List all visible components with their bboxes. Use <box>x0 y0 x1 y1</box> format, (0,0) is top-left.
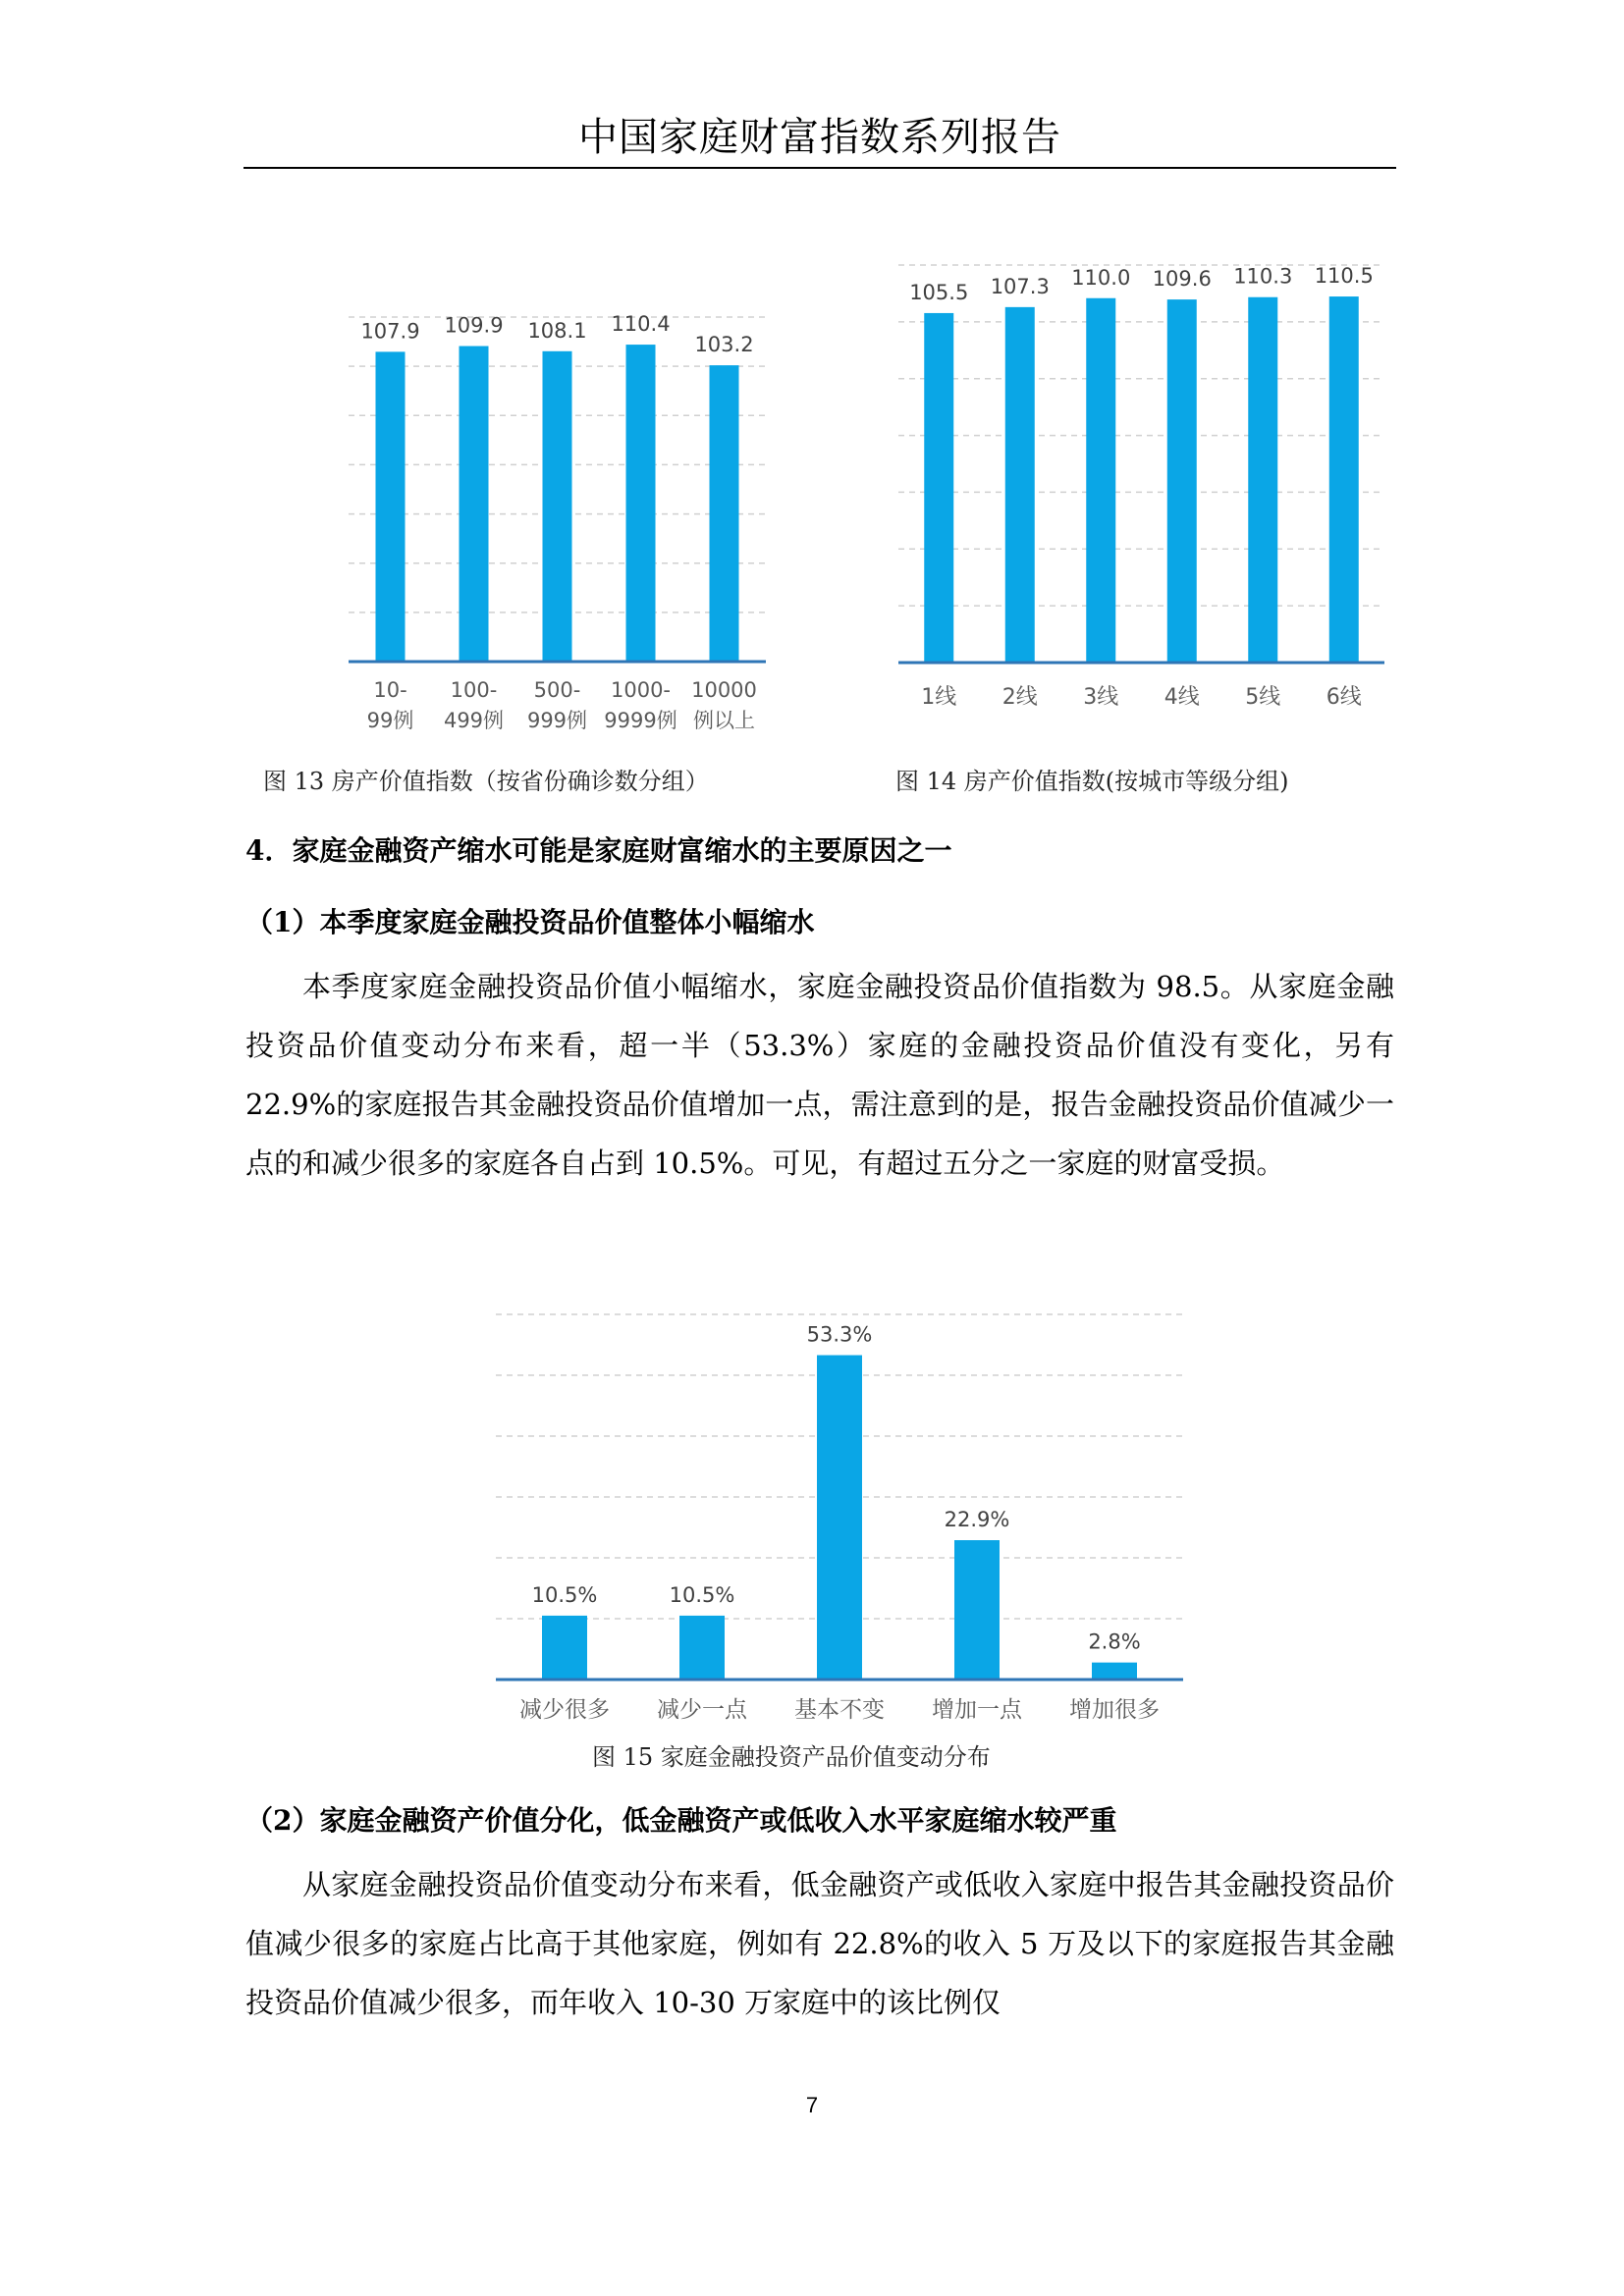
value-label: 110.3 <box>1233 264 1293 289</box>
paragraph-sub2: 从家庭金融投资品价值变动分布来看，低金融资产或低收入家庭中报告其金融投资品价值减少很多的家庭占比高于其他家庭，例如有 22.8%的收入 5 万及以下的家庭报告其金融投资品价值减少很多，而年收入 10-30 万家庭中的该比例仅 <box>245 1868 1394 2019</box>
value-label: 110.0 <box>1071 265 1131 290</box>
category-label: 5线 <box>1245 685 1281 710</box>
category-label: 1000- <box>610 678 672 702</box>
bar <box>1086 298 1115 663</box>
category-label: 99例 <box>366 709 414 732</box>
category-label: 499例 <box>443 709 505 732</box>
bar <box>542 1616 587 1680</box>
category-label: 减少一点 <box>657 1697 747 1723</box>
page-number: 7 <box>805 2093 819 2117</box>
category-label: 1线 <box>921 685 957 710</box>
value-label: 10.5% <box>531 1582 598 1607</box>
value-label: 22.9% <box>944 1508 1010 1532</box>
bar <box>1329 296 1359 663</box>
caption-fig13: 图 13 房产价值指数（按省份确诊数分组） <box>263 768 709 795</box>
bar <box>710 365 739 662</box>
category-label: 100- <box>450 678 498 702</box>
category-label: 增加一点 <box>932 1697 1022 1723</box>
bar <box>460 347 489 662</box>
value-label: 53.3% <box>806 1322 873 1347</box>
value-label: 109.9 <box>444 313 504 338</box>
value-label: 105.5 <box>909 280 969 304</box>
bar <box>954 1540 1000 1680</box>
value-label: 109.6 <box>1152 267 1212 292</box>
bar <box>1005 307 1035 663</box>
category-label: 例以上 <box>693 709 755 732</box>
section-heading-4: 4．家庭金融资产缩水可能是家庭财富缩水的主要原因之一 <box>245 834 952 867</box>
category-label: 2线 <box>1001 685 1038 710</box>
header-divider <box>244 167 1396 169</box>
category-label: 4线 <box>1164 685 1200 710</box>
bar <box>1167 299 1197 663</box>
category-label: 基本不变 <box>794 1697 885 1723</box>
value-label: 110.5 <box>1314 264 1374 289</box>
value-label: 107.9 <box>360 319 420 344</box>
category-label: 9999例 <box>604 709 677 732</box>
bar <box>1248 297 1277 663</box>
category-label: 增加很多 <box>1069 1697 1160 1723</box>
value-label: 103.2 <box>694 333 754 357</box>
paragraph-sub1: 本季度家庭金融投资品价值小幅缩水，家庭金融投资品价值指数为 98.5。从家庭金融投资品价值变动分布来看，超一半（53.3%）家庭的金融投资品价值没有变化，另有 22.9%的家庭报告其金融投资品价值增加一点，需注意到的是，报告金融投资品价值减少一点的和减少很多的家庭各自占到 10.5%。可见，有超过五分之一家庭的财富受损。 <box>245 970 1394 1180</box>
bar <box>376 351 406 662</box>
chart-fig15-bar <box>496 1310 1183 1733</box>
value-label: 10.5% <box>669 1582 735 1607</box>
subsection-heading-2: （2）家庭金融资产价值分化，低金融资产或低收入水平家庭缩水较严重 <box>245 1804 1117 1837</box>
subsection-heading-1: （1）本季度家庭金融投资品价值整体小幅缩水 <box>245 906 815 938</box>
value-label: 2.8% <box>1088 1629 1141 1654</box>
bar <box>543 351 572 662</box>
bar <box>1092 1663 1137 1680</box>
chart-fig14-bar <box>884 260 1394 721</box>
category-label: 3线 <box>1083 685 1119 710</box>
bar <box>626 345 656 662</box>
bar <box>679 1616 725 1680</box>
value-label: 108.1 <box>527 318 587 343</box>
report-header-title: 中国家庭财富指数系列报告 <box>578 115 1061 160</box>
bar <box>817 1356 862 1680</box>
value-label: 110.4 <box>611 312 671 337</box>
category-label: 999例 <box>526 709 588 732</box>
caption-fig14: 图 14 房产价值指数(按城市等级分组) <box>895 768 1289 795</box>
category-label: 10- <box>373 678 407 702</box>
category-label: 6线 <box>1326 685 1362 710</box>
category-label: 10000 <box>691 678 757 702</box>
value-label: 107.3 <box>990 274 1050 298</box>
category-label: 减少很多 <box>519 1697 610 1723</box>
chart-fig13-bar <box>334 299 785 751</box>
bar <box>924 313 953 663</box>
category-label: 500- <box>533 678 581 702</box>
caption-fig15: 图 15 家庭金融投资产品价值变动分布 <box>592 1743 991 1771</box>
